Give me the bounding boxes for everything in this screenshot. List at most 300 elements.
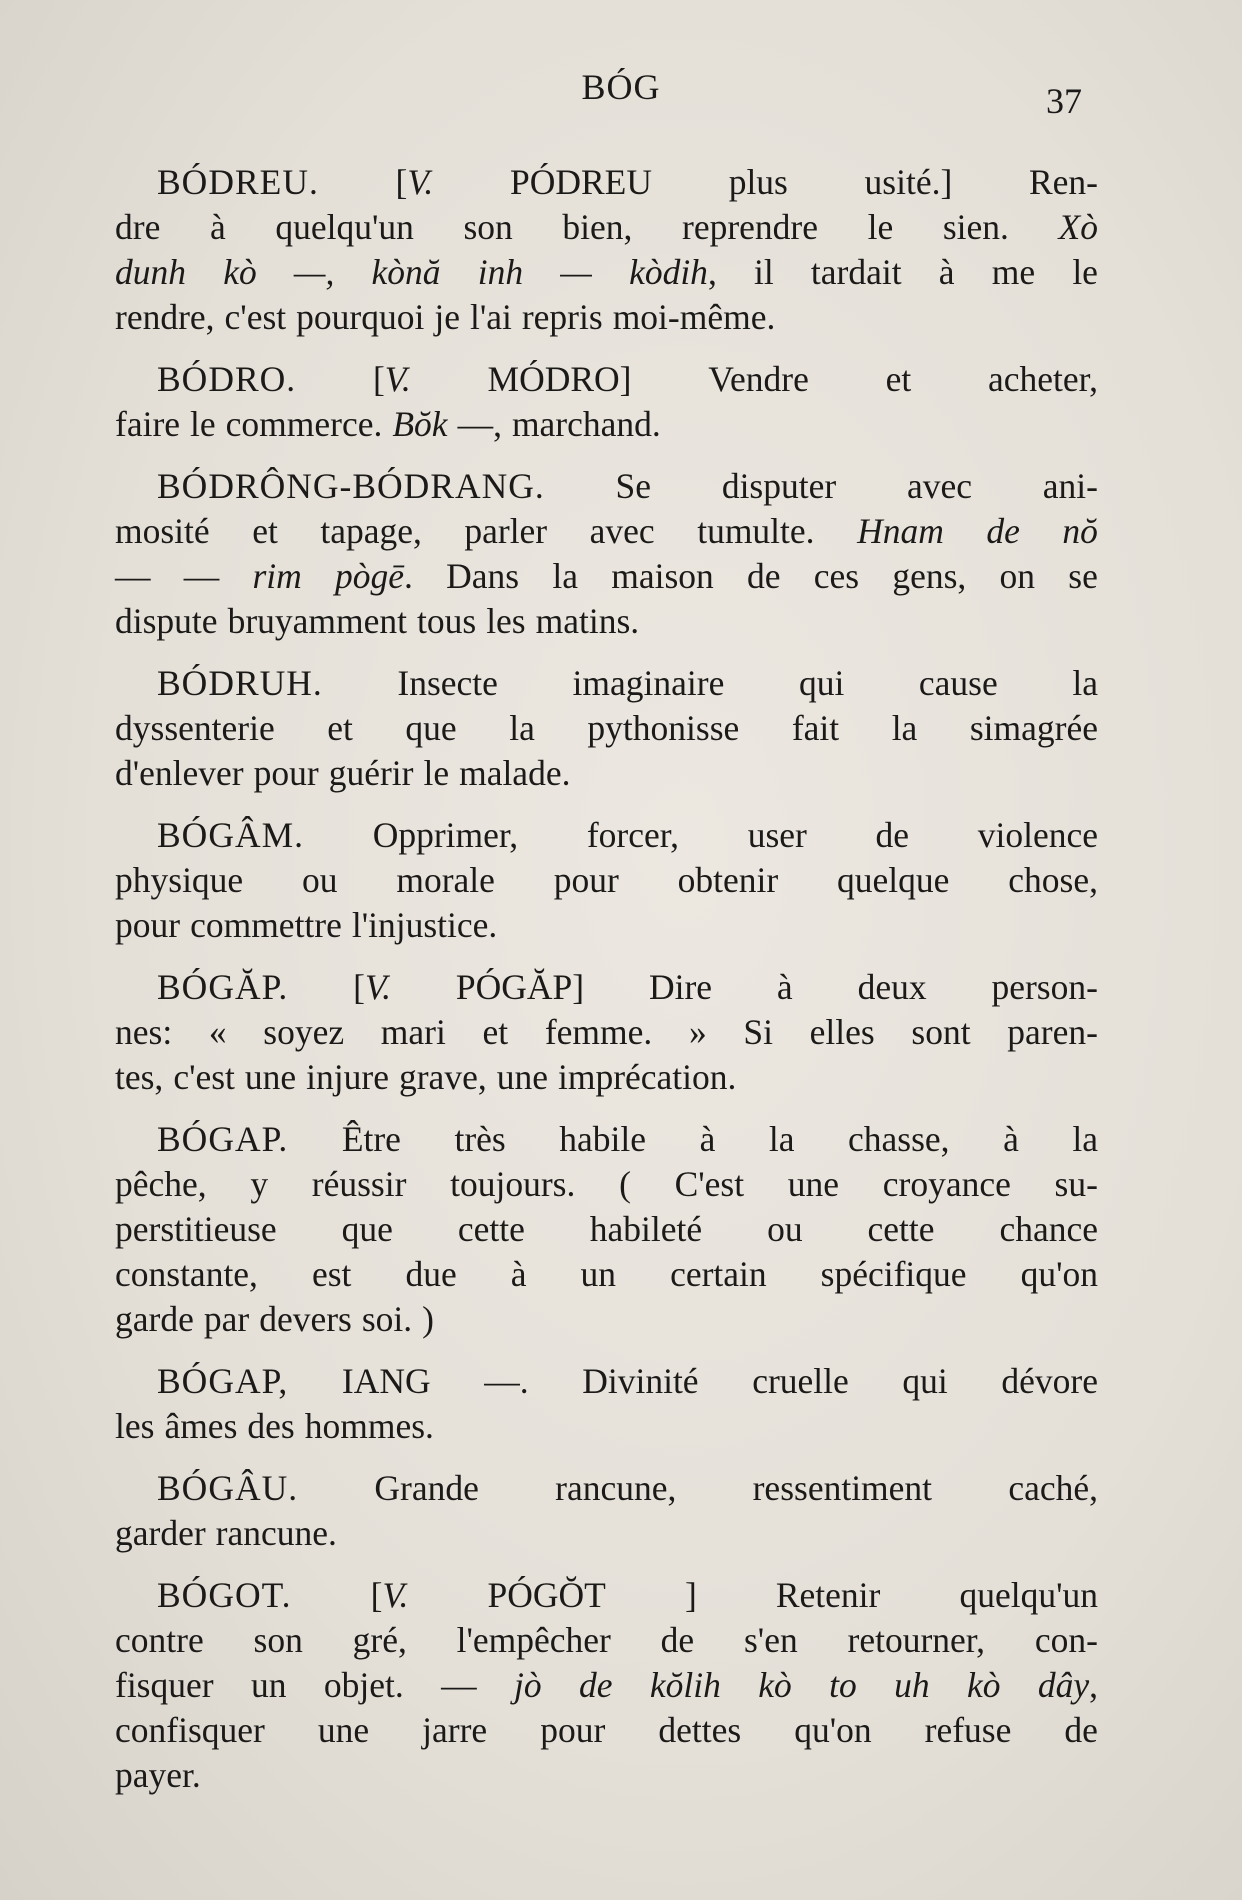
word [1029, 160, 1098, 205]
word [992, 250, 1035, 295]
definition-text: garder [115, 1513, 206, 1553]
word [810, 1010, 875, 1055]
word [305, 1404, 434, 1449]
word [157, 813, 304, 858]
word [115, 1252, 258, 1297]
definition-text: , [1089, 1665, 1098, 1705]
word [590, 509, 655, 554]
word [223, 250, 257, 295]
word [510, 160, 652, 205]
definition-text: acheter, [988, 359, 1098, 399]
definition-text: , [707, 252, 717, 292]
definition-text: à [776, 967, 793, 1007]
headword: BÓDREU. [157, 162, 319, 202]
definition-text: réussir [311, 1164, 407, 1204]
word [454, 1117, 505, 1162]
definition-text: qui [798, 663, 845, 703]
italic-text: —, [293, 252, 335, 292]
word [484, 1359, 528, 1404]
italic-text: Xò [1058, 207, 1098, 247]
definition-text: la [891, 708, 918, 748]
word [767, 1207, 803, 1252]
definition-text: ) [422, 1299, 434, 1339]
definition-text: dyssenterie [115, 708, 275, 748]
definition-text: commettre [190, 905, 342, 945]
definition-text: sien. [942, 207, 1009, 247]
headword: BÓGÂM. [157, 815, 305, 855]
word [661, 1618, 695, 1663]
word [552, 554, 578, 599]
italic-text: V. [364, 967, 391, 1007]
definition-text: dispute [115, 601, 218, 641]
word [115, 751, 244, 796]
word [752, 1359, 849, 1404]
definition-text: Opprimer, [372, 815, 519, 855]
word [497, 1055, 548, 1100]
definition-text: soyez [263, 1012, 345, 1052]
definition-text: malade. [459, 753, 571, 793]
definition-text: le [423, 753, 450, 793]
italic-text: kò [966, 1665, 1001, 1705]
definition-text: faire [115, 404, 181, 444]
definition-text: chasse, [848, 1119, 950, 1159]
definition-text: la [1072, 663, 1098, 703]
definition-text: rendre, [115, 297, 215, 337]
entry-line [115, 1055, 1098, 1100]
word [115, 1297, 194, 1342]
word [456, 965, 584, 1010]
entry-line [115, 1117, 1098, 1162]
definition-text: Dire [648, 967, 713, 1007]
definition-text: la [768, 1119, 795, 1159]
word [925, 1708, 1012, 1753]
definition-text: très [454, 1119, 506, 1159]
word [275, 205, 414, 250]
word [450, 1162, 575, 1207]
definition-text: « [208, 1012, 227, 1052]
word [545, 1010, 652, 1055]
word [353, 965, 391, 1010]
word [396, 160, 434, 205]
word [858, 965, 927, 1010]
italic-text: jò [513, 1665, 542, 1705]
entry-line [115, 1708, 1098, 1753]
word [744, 1618, 798, 1663]
word [247, 1404, 294, 1449]
italic-text: to [829, 1665, 857, 1705]
dictionary-entry [115, 1359, 1098, 1449]
headword: BÓDRO. [157, 359, 297, 399]
definition-text: les [115, 1406, 155, 1446]
definition-text: . [404, 556, 413, 596]
word [422, 1708, 487, 1753]
word [587, 813, 679, 858]
definition-text: pourquoi [296, 297, 425, 337]
word [911, 1010, 970, 1055]
definition-text: ou [302, 860, 338, 900]
entry-line [115, 751, 1098, 796]
word [1001, 1359, 1098, 1404]
word [157, 965, 288, 1010]
definition-text: usité.] [864, 162, 953, 202]
word [560, 250, 592, 295]
definition-text: des [247, 1406, 295, 1446]
entry-line [115, 1207, 1098, 1252]
definition-text: deux [857, 967, 927, 1007]
definition-text: ces [813, 556, 860, 596]
definition-text: quelqu'un [275, 207, 414, 247]
word [381, 1010, 446, 1055]
word [848, 1117, 950, 1162]
definition-text: hommes. [304, 1406, 434, 1446]
word [943, 205, 1009, 250]
word [1000, 554, 1036, 599]
definition-text: Vendre [708, 359, 809, 399]
definition-text: à [510, 1254, 527, 1294]
definition-text: dévore [1001, 1361, 1098, 1401]
word [423, 751, 449, 796]
word [1064, 1708, 1098, 1753]
definition-text: con- [1034, 1620, 1098, 1660]
entry-line [115, 1466, 1098, 1511]
definition-text: qui [902, 1361, 948, 1401]
word [115, 509, 210, 554]
word [373, 813, 518, 858]
definition-text: c'est [224, 297, 287, 337]
word [115, 1511, 206, 1556]
headword: BÓGÂU. [157, 1468, 299, 1508]
word [558, 1055, 736, 1100]
dictionary-entry [115, 1466, 1098, 1556]
definition-text: paren- [1007, 1012, 1098, 1052]
definition-text: —. [484, 1361, 529, 1401]
definition-text: morale [396, 860, 495, 900]
definition-text: habile [559, 1119, 647, 1159]
italic-text: kò [223, 252, 257, 292]
word [216, 1511, 337, 1556]
definition-text: une [244, 1057, 297, 1097]
word [758, 1663, 792, 1708]
word [225, 295, 287, 340]
italic-text: dunh [115, 252, 186, 292]
word [371, 1573, 409, 1618]
word [441, 1663, 477, 1708]
definition-text: femme. [544, 1012, 653, 1052]
word [342, 1359, 431, 1404]
definition-text: que [405, 708, 457, 748]
definition-text: sont [911, 1012, 971, 1052]
definition-text: une [496, 1057, 548, 1097]
word [190, 402, 216, 447]
definition-text: Dans [446, 556, 520, 596]
entry-line [115, 1162, 1098, 1207]
word [1008, 1466, 1098, 1511]
definition-text: avec [906, 466, 972, 506]
definition-text: objet. [323, 1665, 404, 1705]
definition-text: devers [259, 1299, 352, 1339]
italic-text: dây [1037, 1665, 1090, 1705]
definition-text: injure [306, 1057, 389, 1097]
word [190, 903, 342, 948]
word [329, 751, 414, 796]
word [999, 1207, 1098, 1252]
definition-text: elles [809, 1012, 875, 1052]
definition-text: mosité [115, 511, 210, 551]
word [865, 160, 953, 205]
word [829, 1663, 857, 1708]
definition-text: qu'on [794, 1710, 872, 1750]
entry-line [115, 402, 1098, 447]
entry-line [115, 1663, 1098, 1708]
definition-text: et [252, 511, 278, 551]
word [115, 706, 275, 751]
entry-line [115, 599, 1098, 644]
italic-text: kòdih [629, 252, 708, 292]
definition-text: tes, [115, 1057, 164, 1097]
word [1043, 464, 1098, 509]
definition-text: rancune, [555, 1468, 677, 1508]
definition-text: obtenir [677, 860, 779, 900]
dictionary-entry [115, 1573, 1098, 1798]
definition-text: imprécation. [557, 1057, 737, 1097]
definition-text: » [688, 1012, 707, 1052]
headword: BÓDRUH. [157, 663, 323, 703]
word [697, 509, 814, 554]
word [794, 1708, 871, 1753]
word [184, 554, 220, 599]
italic-text: V. [407, 162, 434, 202]
definition-text: repris [521, 297, 603, 337]
word [509, 706, 535, 751]
definition-text: je [434, 297, 460, 337]
definition-text: marchand. [511, 404, 661, 444]
italic-text: — [560, 252, 592, 292]
definition-text: violence [977, 815, 1098, 855]
definition-text: le [867, 207, 894, 247]
definition-text: grave, [398, 1057, 487, 1097]
word [312, 1162, 407, 1207]
definition-text: Grande [374, 1468, 479, 1508]
definition-text: ou [767, 1209, 803, 1249]
word [463, 205, 512, 250]
word [559, 1117, 646, 1162]
definition-text: — [441, 1665, 477, 1705]
word [689, 1010, 707, 1055]
definition-text: chance [999, 1209, 1098, 1249]
word [1035, 1618, 1098, 1663]
definition-text: la [552, 556, 578, 596]
definition-text: quelqu'un [959, 1575, 1098, 1615]
word [682, 205, 818, 250]
word [374, 1466, 478, 1511]
running-head: BÓG [581, 67, 661, 107]
word [115, 599, 218, 644]
definition-text: un [580, 1254, 617, 1294]
word [708, 357, 809, 402]
definition-text: C'est [674, 1164, 745, 1204]
definition-text: ] [684, 1575, 697, 1615]
word [320, 509, 422, 554]
word [522, 295, 603, 340]
definition-text: su- [1054, 1164, 1098, 1204]
definition-text: habileté [589, 1209, 703, 1249]
word [1072, 661, 1098, 706]
dictionary-entry [115, 965, 1098, 1100]
word [254, 1618, 303, 1663]
definition-text: son [463, 207, 513, 247]
entry-line [115, 357, 1098, 402]
word [483, 1010, 509, 1055]
italic-text: nŏ [1062, 511, 1098, 551]
definition-text: de [660, 1620, 695, 1660]
word [970, 706, 1098, 751]
definition-text: y [250, 1164, 269, 1204]
entry-line [115, 160, 1098, 205]
definition-text: cette [457, 1209, 525, 1249]
word [250, 1162, 268, 1207]
definition-text: un [250, 1665, 287, 1705]
entry-line [115, 1252, 1098, 1297]
word [459, 751, 570, 796]
word [986, 509, 1020, 554]
entry-line [115, 1404, 1098, 1449]
definition-text: moi-même. [612, 297, 776, 337]
word [470, 295, 512, 340]
word [991, 965, 1097, 1010]
definition-text: certain [670, 1254, 767, 1294]
word [405, 706, 456, 751]
definition-text: —, [457, 404, 502, 444]
definition-text: par [203, 1299, 250, 1339]
definition-text: matins. [535, 601, 640, 641]
definition-text: garde [115, 1299, 194, 1339]
definition-text: Divinité [582, 1361, 699, 1401]
definition-text: est [311, 1254, 352, 1294]
word [157, 1117, 288, 1162]
dictionary-entry [115, 464, 1098, 644]
italic-text: rim [252, 556, 302, 596]
italic-text: de [986, 511, 1020, 551]
entry-line [115, 858, 1098, 903]
definition-text: — [183, 556, 220, 596]
headword: BÓGĂP. [157, 967, 289, 1007]
definition-text: qu'on [1020, 1254, 1098, 1294]
definition-text: IANG [341, 1361, 431, 1401]
word [700, 1117, 716, 1162]
word [629, 250, 717, 295]
definition-text: croyance [882, 1164, 1011, 1204]
word [811, 250, 902, 295]
definition-text: cette [867, 1209, 935, 1249]
definition-text: rancune. [215, 1513, 337, 1553]
word [978, 813, 1098, 858]
definition-text: âmes [164, 1406, 238, 1446]
definition-text: forcer, [586, 815, 680, 855]
definition-text: Insecte [397, 663, 498, 703]
definition-text: toujours. [450, 1164, 576, 1204]
word [157, 1359, 288, 1404]
definition-text: la [509, 708, 535, 748]
entry-line [115, 661, 1098, 706]
definition-text: ( [619, 1164, 631, 1204]
definition-text: payer. [115, 1755, 201, 1795]
italic-text: kò [758, 1665, 792, 1705]
word [115, 250, 186, 295]
definition-text: constante, [115, 1254, 258, 1294]
word [372, 250, 441, 295]
word [748, 813, 807, 858]
definition-text: — [115, 556, 151, 596]
definition-text: me [991, 252, 1036, 292]
definition-text: mari [380, 1012, 446, 1052]
word [302, 858, 338, 903]
definition-text: tous [417, 601, 477, 641]
word [554, 858, 619, 903]
word [814, 554, 859, 599]
word [342, 1117, 401, 1162]
definition-text: avec [589, 511, 655, 551]
definition-text: ani- [1042, 466, 1098, 506]
word [254, 751, 319, 796]
word [536, 599, 640, 644]
word [868, 1207, 935, 1252]
word [115, 402, 180, 447]
word [417, 599, 476, 644]
definition-text: refuse [924, 1710, 1012, 1750]
definition-text: reprendre [682, 207, 819, 247]
entry-line [115, 205, 1098, 250]
entry-line [115, 250, 1098, 295]
word [579, 1663, 613, 1708]
word [883, 1162, 1011, 1207]
definition-text: une [787, 1164, 840, 1204]
word [446, 554, 519, 599]
word [422, 1297, 434, 1342]
definition-text: le [190, 404, 216, 444]
definition-text: PÓDREU [509, 162, 653, 202]
definition-text: bruyamment [227, 601, 407, 641]
definition-text: due [405, 1254, 457, 1294]
headword: BÓGAP, [157, 1361, 289, 1401]
definition-text: quelque [837, 860, 950, 900]
definition-text: imaginaire [572, 663, 725, 703]
word [658, 1708, 741, 1753]
definition-text: [ [353, 967, 365, 1007]
italic-text: inh [477, 252, 524, 292]
entry-line [115, 1573, 1098, 1618]
word [649, 965, 712, 1010]
definition-text: contre [115, 1620, 204, 1660]
word [306, 1055, 389, 1100]
dictionary-entries [115, 160, 1098, 1798]
dictionary-entry [115, 661, 1098, 796]
word [173, 1055, 235, 1100]
word [788, 1162, 839, 1207]
word [486, 599, 525, 644]
definition-text: se [1068, 556, 1098, 596]
word [754, 250, 774, 295]
word [157, 661, 323, 706]
word [540, 1708, 605, 1753]
word [907, 464, 972, 509]
word [399, 1055, 487, 1100]
word [209, 1010, 227, 1055]
word [204, 1297, 249, 1342]
definition-text: Se [615, 466, 652, 506]
word [678, 858, 779, 903]
definition-text: PÓGĂP] [455, 967, 585, 1007]
word [685, 1573, 697, 1618]
